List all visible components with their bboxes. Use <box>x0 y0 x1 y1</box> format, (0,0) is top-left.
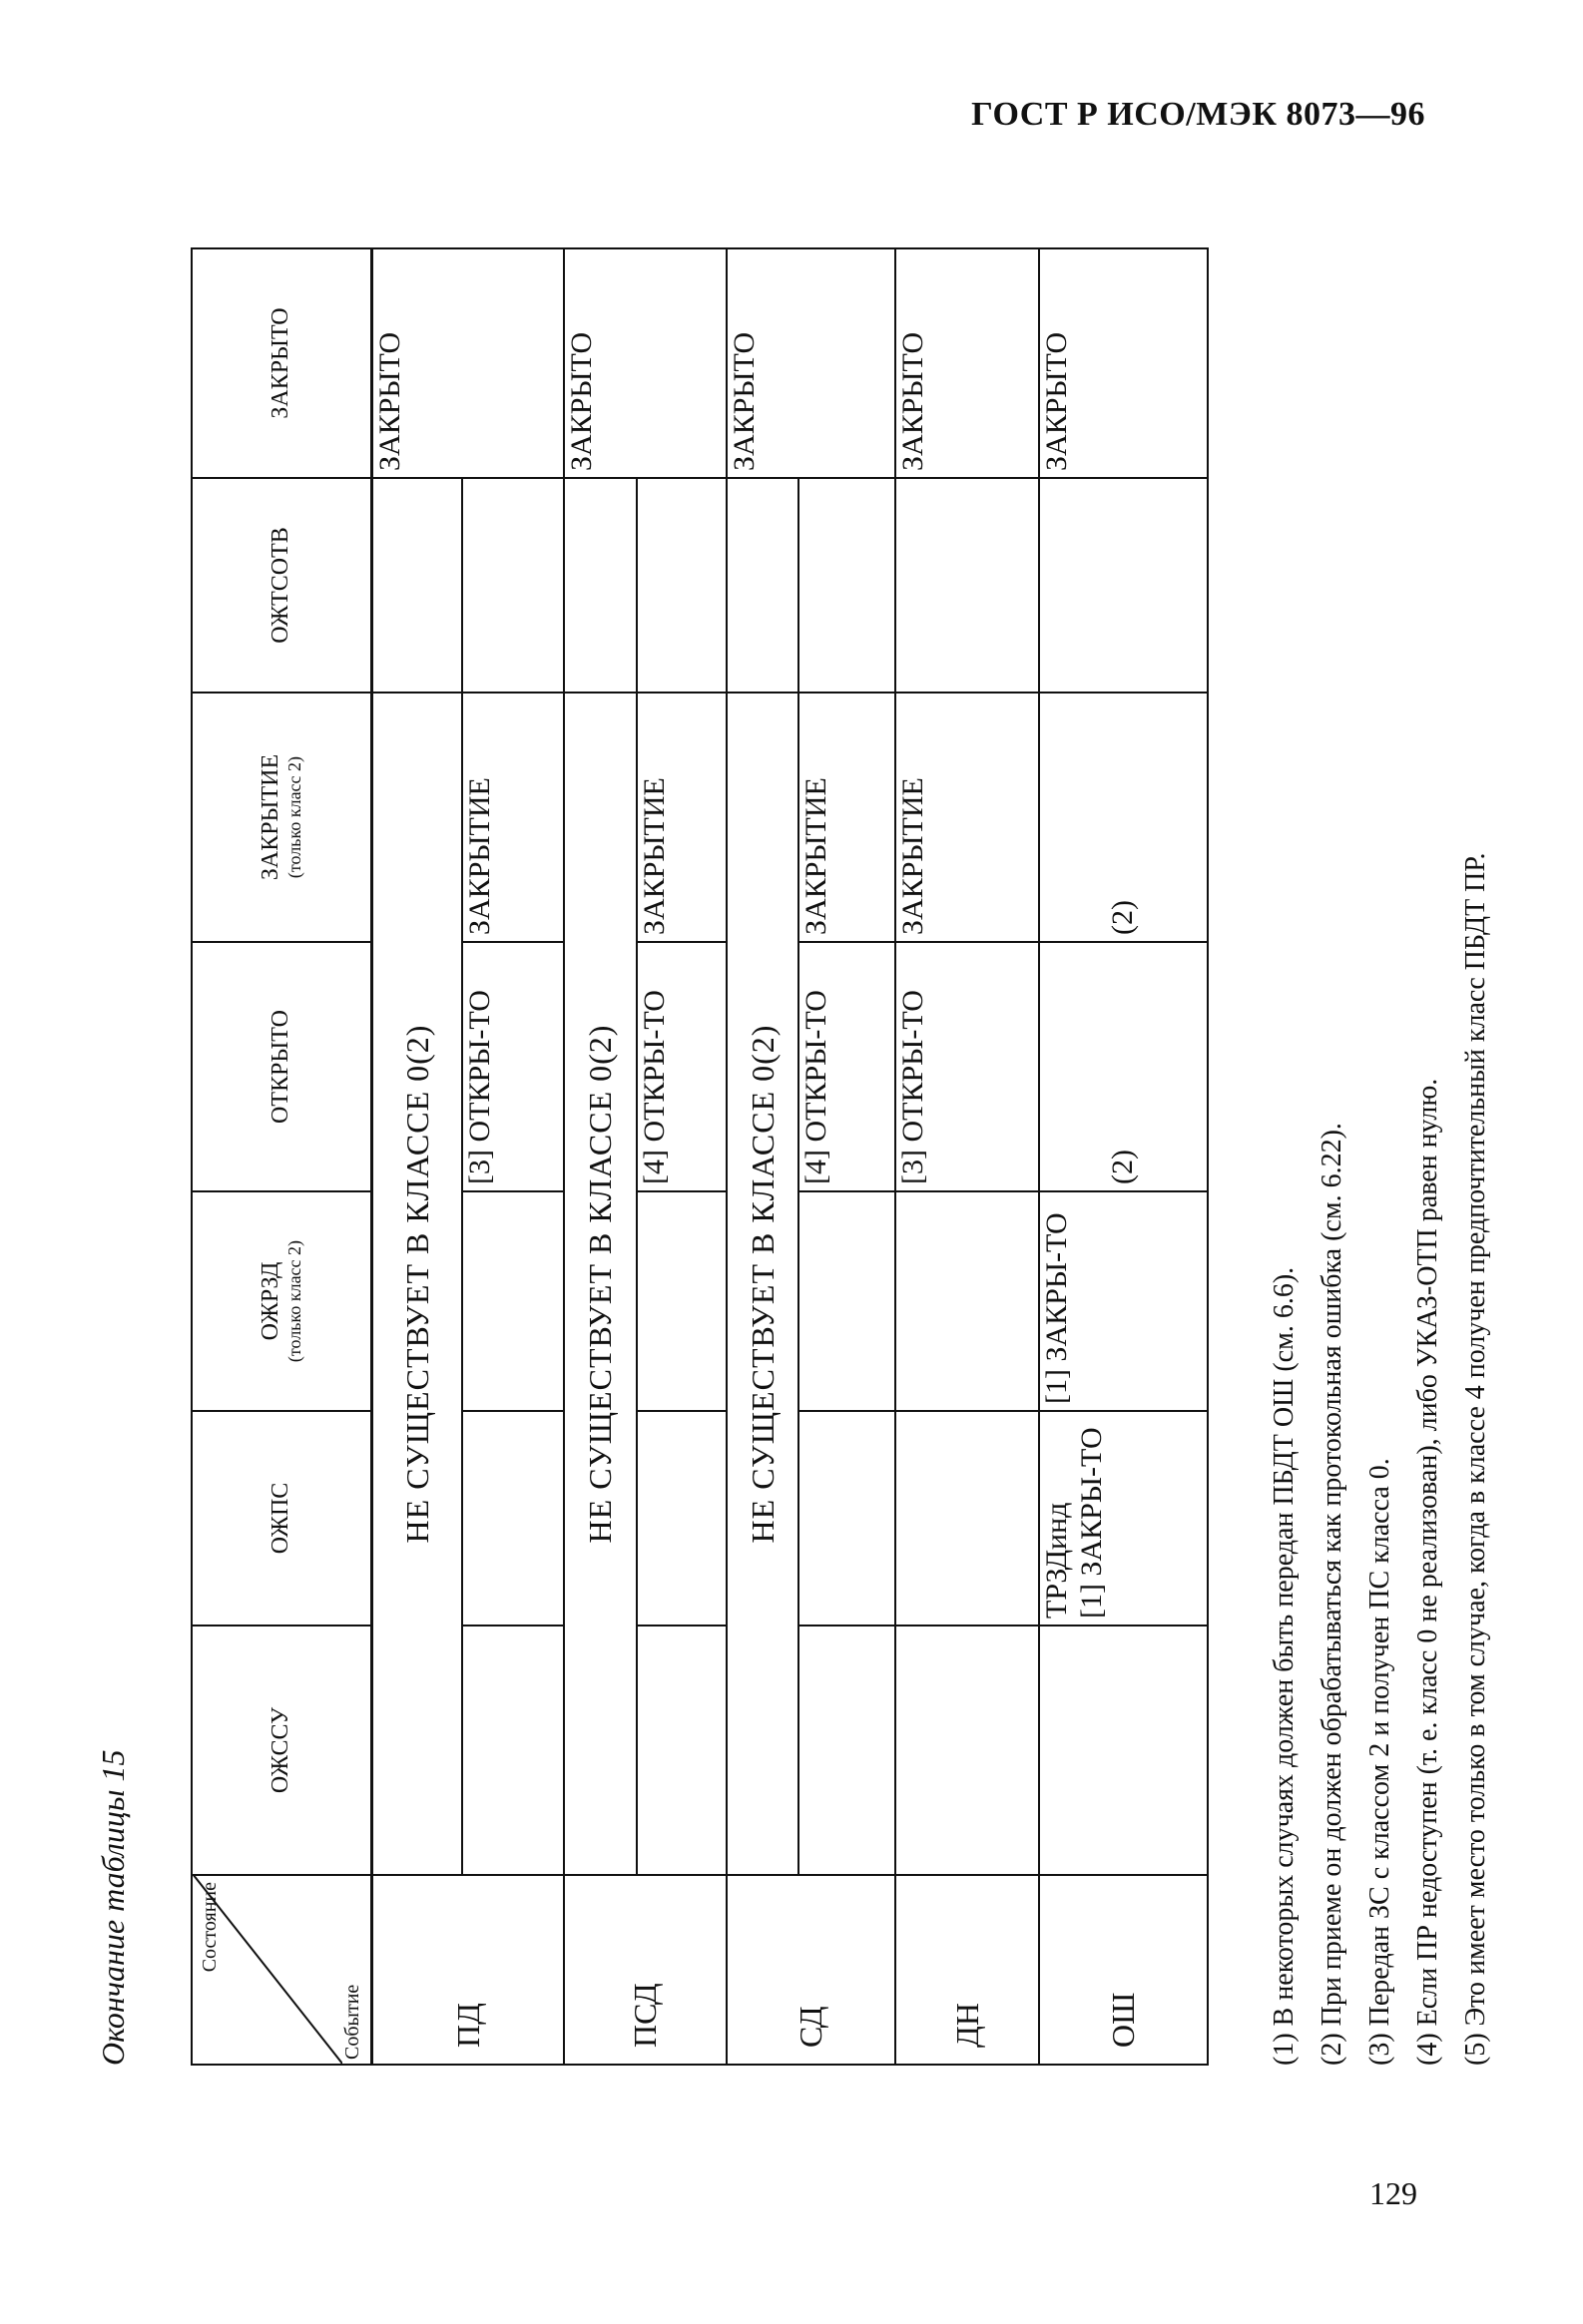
row-label-pd: ПД <box>372 1875 565 2065</box>
cell-dn-ozhrzd <box>895 1191 1040 1411</box>
rotated-page-content <box>95 200 1491 2095</box>
table-row-psd-bottom <box>637 248 727 2065</box>
corner-cell <box>192 1875 372 2065</box>
row-label-osh: ОШ <box>1039 1875 1208 2065</box>
footnote-2: (2) При приеме он должен обрабатываться как протокольная ошибка (см. 6.22). <box>1317 1123 1347 2066</box>
table-row-psd-top <box>564 248 636 2065</box>
col-header-otkryto: ОТКРЫТО <box>192 942 372 1191</box>
cell-psd-otkryto: [4] ОТКРЫ-ТО <box>637 942 727 1191</box>
cell-dn-ozhtsotv <box>895 478 1040 693</box>
corner-event-label: Событие <box>341 1984 364 2060</box>
table-row-sd-top <box>727 248 798 2065</box>
cell-osh-ozhrzd: [1] ЗАКРЫ-ТО <box>1039 1191 1208 1411</box>
cell-dn-ozhps <box>895 1411 1040 1626</box>
col-header-ozhrzd-sub: (только класс 2) <box>284 1239 304 1363</box>
cell-sd-ozhssu <box>798 1626 894 1875</box>
col-header-zakrytie-sub: (только класс 2) <box>284 755 304 879</box>
table-row-osh <box>1039 248 1208 2065</box>
cell-dn-ozhssu <box>895 1626 1040 1875</box>
cell-psd-ozhrzd <box>637 1191 727 1411</box>
cell-pd-otkryto: [3] ОТКРЫ-ТО <box>462 942 564 1191</box>
cell-osh-ozhps-line2: [1] ЗАКРЫ-ТО <box>1074 1427 1108 1619</box>
cell-dn-zakrytie: ЗАКРЫТИЕ <box>895 693 1040 942</box>
corner-state-label: Состояние <box>199 1882 221 1973</box>
cell-osh-zakrytie: (2) <box>1039 693 1208 942</box>
cell-sd-zakryto: ЗАКРЫТО <box>727 248 895 478</box>
cell-sd-ozhrzd <box>798 1191 894 1411</box>
cell-psd-ozhps <box>637 1411 727 1626</box>
col-header-ozhrzd: ОЖРЗД (только класс 2) <box>192 1191 372 1411</box>
col-header-zakryto: ЗАКРЫТО <box>192 248 372 478</box>
footnote-1: (1) В некоторых случаях должен быть передан ПБДТ ОШ (см. 6.6). <box>1269 1266 1300 2066</box>
cell-psd-ozhtsotv-top <box>564 478 636 693</box>
table-caption: Окончание таблицы 15 <box>95 1749 131 2066</box>
cell-dn-zakryto: ЗАКРЫТО <box>895 248 1040 478</box>
col-header-zakrytie: ЗАКРЫТИЕ (только класс 2) <box>192 693 372 942</box>
cell-sd-otkryto: [4] ОТКРЫ-ТО <box>798 942 894 1191</box>
cell-pd-ozhtsotv-top <box>372 478 462 693</box>
span-not-exist-pd: НЕ СУЩЕСТВУЕТ В КЛАССЕ 0(2) <box>372 693 462 1875</box>
cell-sd-ozhps <box>798 1411 894 1626</box>
footnote-3: (3) Передан ЗС с классом 2 и получен ПС класса 0. <box>1364 1458 1395 2066</box>
page-number: 129 <box>1369 2175 1417 2211</box>
cell-pd-zakryto: ЗАКРЫТО <box>372 248 565 478</box>
cell-psd-ozhtsotv <box>637 478 727 693</box>
cell-osh-ozhps <box>1039 1411 1208 1626</box>
cell-osh-ozhtsotv <box>1039 478 1208 693</box>
table-row-pd-bottom <box>462 248 564 2065</box>
row-label-sd: СД <box>727 1875 895 2065</box>
cell-pd-ozhrzd <box>462 1191 564 1411</box>
table-header-row <box>192 248 372 2065</box>
standard-header: ГОСТ Р ИСО/МЭК 8073—96 <box>971 96 1425 133</box>
footnote-5: (5) Это имеет место только в том случае, когда в классе 4 получен предпочтительный класс ПБДТ ПР. <box>1460 852 1491 2066</box>
col-header-ozhssu: ОЖССУ <box>192 1626 372 1875</box>
table-row-pd-top <box>372 248 462 2065</box>
cell-pd-ozhssu <box>462 1626 564 1875</box>
col-header-ozhtsotv: ОЖТСОТВ <box>192 478 372 693</box>
cell-osh-otkryto: (2) <box>1039 942 1208 1191</box>
cell-osh-ozhssu <box>1039 1626 1208 1875</box>
state-transition-table <box>191 247 1209 2066</box>
cell-pd-ozhtsotv <box>462 478 564 693</box>
table-row-sd-bottom <box>798 248 894 2065</box>
footnote-4: (4) Если ПР недоступен (т. е. класс 0 не реализован), либо УКАЗ-ОТП равен нулю. <box>1412 1078 1443 2066</box>
cell-psd-ozhssu <box>637 1626 727 1875</box>
footnotes <box>1261 230 1500 2066</box>
cell-osh-zakryto: ЗАКРЫТО <box>1039 248 1208 478</box>
cell-pd-zakrytie: ЗАКРЫТИЕ <box>462 693 564 942</box>
span-not-exist-psd: НЕ СУЩЕСТВУЕТ В КЛАССЕ 0(2) <box>564 693 636 1875</box>
row-label-dn: ДН <box>895 1875 1040 2065</box>
cell-psd-zakrytie: ЗАКРЫТИЕ <box>637 693 727 942</box>
cell-sd-ozhtsotv-top <box>727 478 798 693</box>
row-label-psd: ПСД <box>564 1875 727 2065</box>
cell-dn-otkryto: [3] ОТКРЫ-ТО <box>895 942 1040 1191</box>
cell-pd-ozhps <box>462 1411 564 1626</box>
cell-sd-zakrytie: ЗАКРЫТИЕ <box>798 693 894 942</box>
cell-psd-zakryto: ЗАКРЫТО <box>564 248 727 478</box>
cell-sd-ozhtsotv <box>798 478 894 693</box>
span-not-exist-sd: НЕ СУЩЕСТВУЕТ В КЛАССЕ 0(2) <box>727 693 798 1875</box>
cell-osh-ozhps-line1: ТРЗДинд <box>1040 1502 1074 1619</box>
col-header-ozhps: ОЖПС <box>192 1411 372 1626</box>
table-row-dn <box>895 248 1040 2065</box>
